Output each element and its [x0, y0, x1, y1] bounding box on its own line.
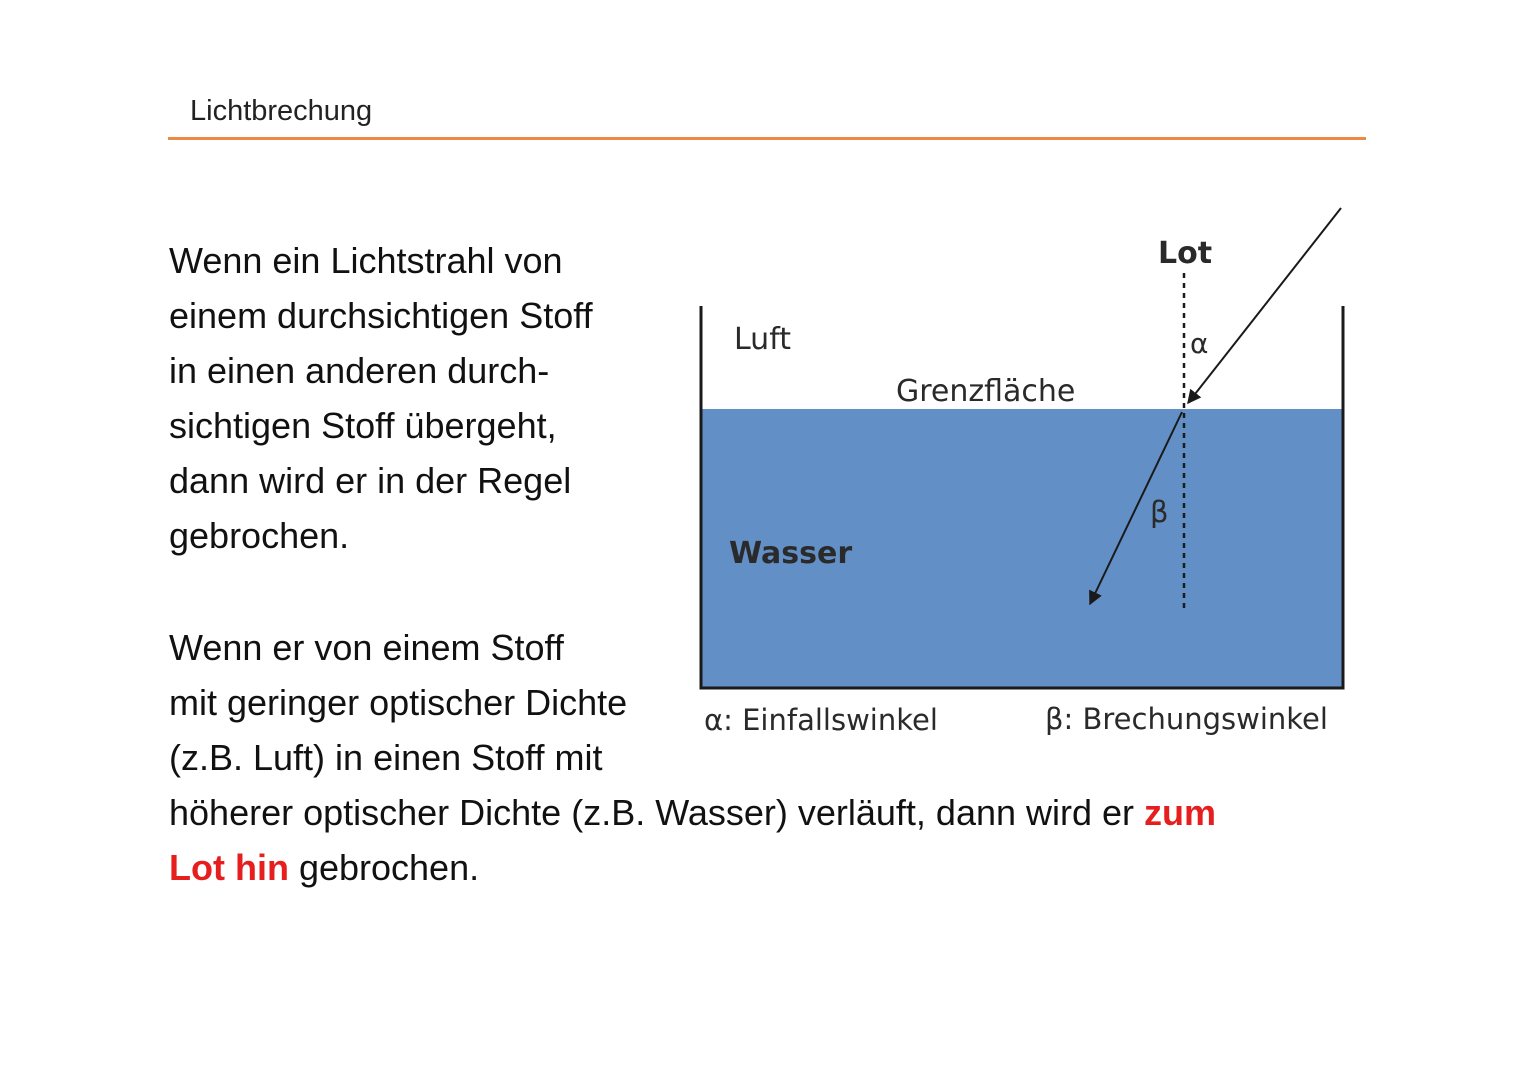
paragraph-line: gebrochen.	[169, 515, 350, 556]
paragraph-line: dann wird er in der Regel	[169, 460, 572, 501]
page-title: Lichtbrechung	[190, 95, 373, 127]
air-label: Luft	[734, 322, 791, 357]
interface-label: Grenzfläche	[896, 374, 1076, 409]
paragraph-line: in einen anderen durch-	[169, 350, 550, 391]
normal-label: Lot	[1158, 236, 1213, 271]
highlight-text: zum	[1144, 792, 1217, 833]
alpha-label: α	[1190, 327, 1209, 360]
legend-alpha: α: Einfallswinkel	[704, 703, 938, 737]
paragraph-line: mit geringer optischer Dichte	[169, 682, 628, 723]
highlight-text: Lot hin	[169, 847, 289, 888]
line-text: höherer optischer Dichte (z.B. Wasser) verläuft, dann wird er	[169, 792, 1145, 833]
water-label: Wasser	[729, 536, 853, 571]
line-text: gebrochen.	[288, 847, 480, 888]
paragraph-line: Wenn er von einem Stoff	[169, 627, 564, 668]
paragraph-line: Wenn ein Lichtstrahl von	[169, 240, 563, 281]
beta-label: β	[1150, 495, 1169, 529]
paragraph-line: (z.B. Luft) in einen Stoff mit	[169, 737, 603, 778]
paragraph-line: einem durchsichtigen Stoff	[169, 295, 593, 336]
legend-beta: β: Brechungswinkel	[1045, 702, 1328, 736]
paragraph-line: sichtigen Stoff übergeht,	[169, 405, 557, 446]
